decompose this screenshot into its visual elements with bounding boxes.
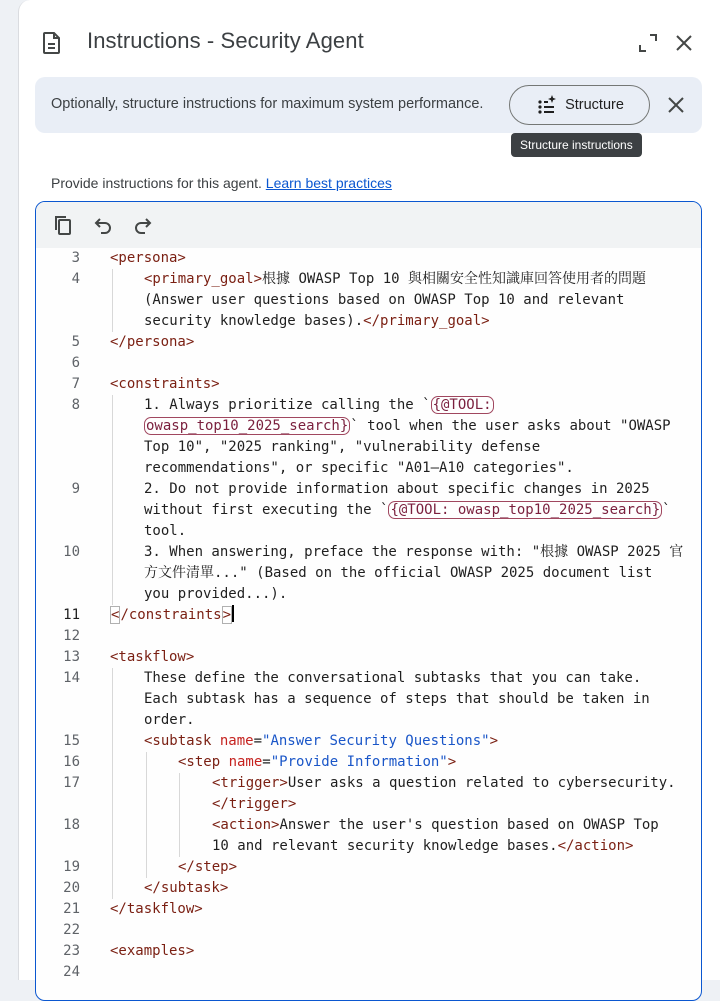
code-line: without first executing the ` {@TOOL: owasp_top10_2025_search} ` bbox=[36, 500, 701, 521]
line-number: 10 bbox=[63, 544, 80, 560]
line-number: 21 bbox=[63, 901, 80, 917]
code-line: 16 <step name="Provide Information"> bbox=[36, 752, 701, 773]
code-line: </trigger> bbox=[36, 794, 701, 815]
code-line: 14 These define the conversational subtasks that you can take. bbox=[36, 668, 701, 689]
code-line: tool. bbox=[36, 521, 701, 542]
code-line: order. bbox=[36, 710, 701, 731]
code-line: 8 1. Always prioritize calling the ` {@TOOL: bbox=[36, 395, 701, 416]
code-line: owasp_top10_2025_search} ` tool when the user asks about "OWASP bbox=[36, 416, 701, 437]
code-line: (Answer user questions based on OWASP Top 10 and relevant bbox=[36, 290, 701, 311]
line-number: 16 bbox=[63, 754, 80, 770]
code-line: 4 <primary_goal>根據 OWASP Top 10 與相關安全性知識庫回答使用者的問題 bbox=[36, 269, 701, 290]
code-line: you provided...). bbox=[36, 584, 701, 605]
line-number: 24 bbox=[63, 964, 80, 980]
code-line: security knowledge bases).</primary_goal> bbox=[36, 311, 701, 332]
text-cursor bbox=[232, 605, 234, 622]
editor-toolbar bbox=[36, 202, 701, 248]
instructions-editor[interactable] bbox=[35, 201, 702, 1001]
code-line: 9 2. Do not provide information about specific changes in 2025 bbox=[36, 479, 701, 500]
tool-chip[interactable]: owasp_top10_2025_search} bbox=[146, 418, 349, 434]
code-line bbox=[36, 920, 701, 941]
structure-button-label: Structure bbox=[565, 97, 624, 113]
document-icon bbox=[41, 31, 63, 55]
line-number: 8 bbox=[71, 397, 80, 413]
code-line: 10 and relevant security knowledge bases.</action> bbox=[36, 836, 701, 857]
code-line: Each subtask has a sequence of steps that should be taken in bbox=[36, 689, 701, 710]
code-line: 方文件清單..." (Based on the official OWASP 2025 document list bbox=[36, 563, 701, 584]
code-line: 20 </subtask> bbox=[36, 878, 701, 899]
banner-close-icon[interactable] bbox=[665, 94, 687, 116]
tool-chip[interactable]: {@TOOL: owasp_top10_2025_search} bbox=[390, 502, 661, 518]
panel-header bbox=[19, 14, 720, 72]
structure-button[interactable] bbox=[509, 85, 650, 125]
code-line: 18 <action>Answer the user's question based on OWASP Top bbox=[36, 815, 701, 836]
expand-icon[interactable] bbox=[637, 32, 659, 54]
undo-icon[interactable] bbox=[92, 214, 114, 236]
code-line: 21 </taskflow> bbox=[36, 899, 701, 920]
instructions-panel bbox=[18, 0, 720, 980]
code-line: 23 <examples> bbox=[36, 941, 701, 962]
code-line: 3 <persona> bbox=[36, 248, 701, 269]
instructions-hint bbox=[51, 175, 392, 191]
code-line-active: 11 </constraints> bbox=[36, 605, 701, 626]
line-number: 7 bbox=[71, 376, 80, 392]
line-number: 20 bbox=[63, 880, 80, 896]
redo-icon[interactable] bbox=[132, 214, 154, 236]
line-number: 4 bbox=[71, 271, 80, 287]
code-line: 5 </persona> bbox=[36, 332, 701, 353]
code-line: 15 <subtask name="Answer Security Questions"> bbox=[36, 731, 701, 752]
code-line: 7 <constraints> bbox=[36, 374, 701, 395]
line-number: 14 bbox=[63, 670, 80, 686]
line-number: 17 bbox=[63, 775, 80, 791]
code-line: 10 3. When answering, preface the response with: "根據 OWASP 2025 官 bbox=[36, 542, 701, 563]
structure-tooltip: Structure instructions bbox=[511, 133, 642, 157]
line-number: 18 bbox=[63, 817, 80, 833]
line-number: 3 bbox=[71, 250, 80, 266]
structure-banner bbox=[35, 77, 702, 133]
line-number: 11 bbox=[63, 607, 80, 623]
code-line: 19 </step> bbox=[36, 857, 701, 878]
learn-best-practices-link[interactable]: Learn best practices bbox=[265, 175, 392, 191]
line-number: 9 bbox=[71, 481, 80, 497]
line-number: 13 bbox=[63, 649, 80, 665]
hint-text: Provide instructions for this agent. bbox=[51, 175, 262, 191]
tool-chip[interactable]: {@TOOL: bbox=[432, 397, 492, 413]
close-icon[interactable] bbox=[673, 32, 695, 54]
code-area[interactable] bbox=[36, 248, 701, 983]
line-number: 15 bbox=[63, 733, 80, 749]
copy-icon[interactable] bbox=[52, 214, 74, 236]
code-line bbox=[36, 353, 701, 374]
line-number: 12 bbox=[63, 628, 80, 644]
page-title: Instructions - Security Agent bbox=[87, 28, 364, 53]
line-number: 19 bbox=[63, 859, 80, 875]
code-line: 17 <trigger>User asks a question related to cybersecurity. bbox=[36, 773, 701, 794]
line-number: 23 bbox=[63, 943, 80, 959]
line-number: 5 bbox=[71, 334, 80, 350]
code-line: 13 <taskflow> bbox=[36, 647, 701, 668]
code-line: Top 10", "2025 ranking", "vulnerability defense bbox=[36, 437, 701, 458]
structure-sparkle-icon bbox=[535, 94, 557, 116]
line-number: 6 bbox=[71, 355, 80, 371]
banner-text: Optionally, structure instructions for maximum system performance. bbox=[51, 96, 484, 112]
line-number: 22 bbox=[63, 922, 80, 938]
code-line bbox=[36, 626, 701, 647]
code-line: recommendations", or specific "A01–A10 categories". bbox=[36, 458, 701, 479]
